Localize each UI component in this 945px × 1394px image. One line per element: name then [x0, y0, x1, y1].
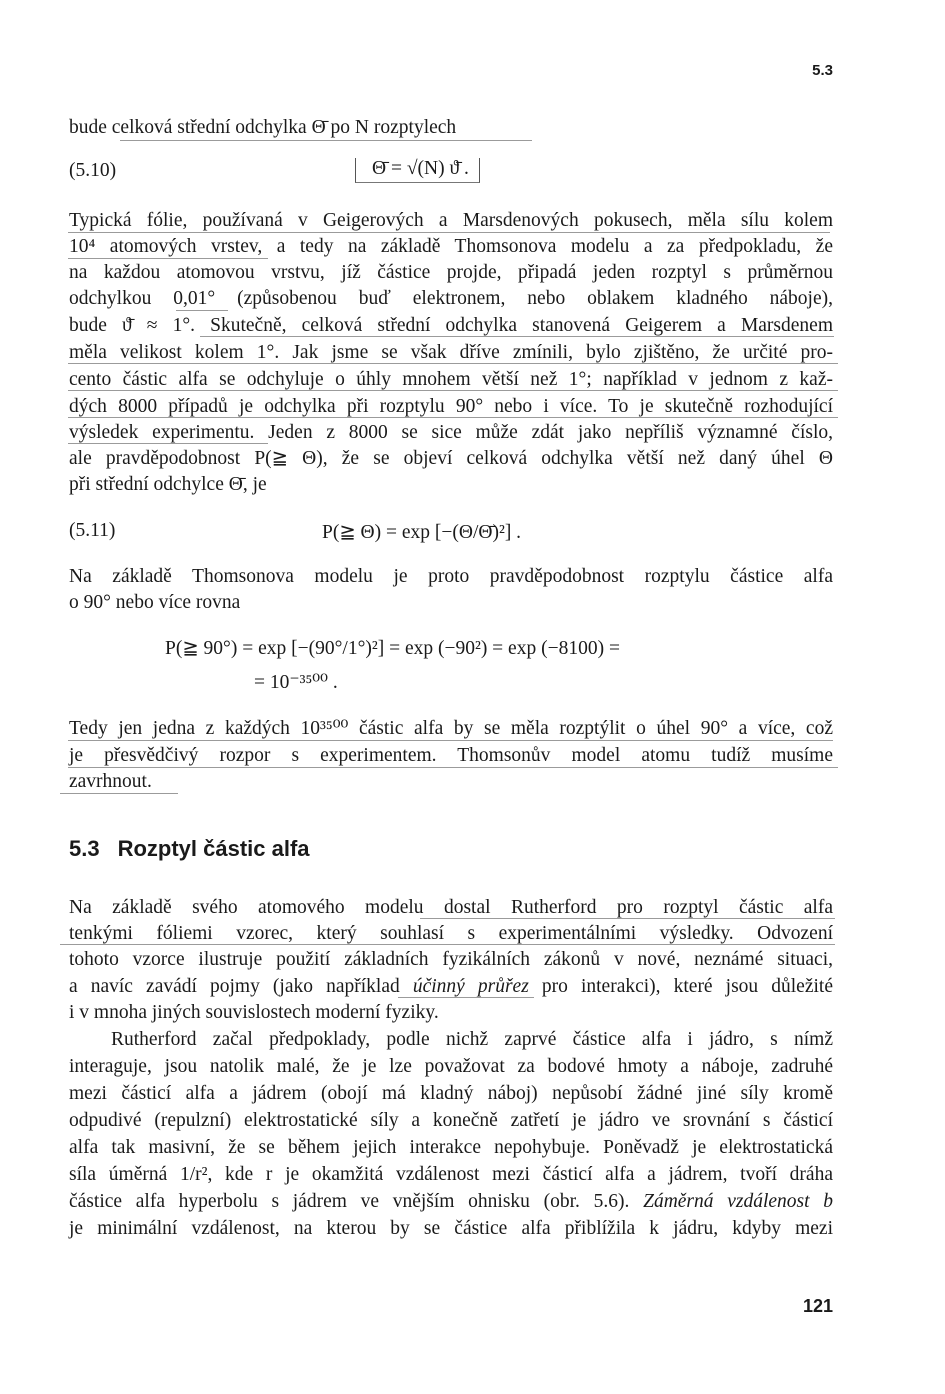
emphasized-term: Záměrná vzdálenost b — [643, 1191, 834, 1212]
pencil-underline — [420, 918, 835, 919]
section-heading — [69, 836, 310, 862]
text-line: 10⁴ atomových vrstev, a tedy na základě Thomsonova modelu a za předpokladu, že — [69, 236, 833, 257]
text-span: částice alfa hyperbolu s jádrem ve vnějším ohnisku (obr. 5.6). — [69, 1191, 644, 1212]
pencil-underline — [60, 793, 178, 794]
pencil-underline — [176, 310, 228, 311]
running-header-section: 5.3 — [812, 62, 833, 79]
text-line: mezi částicí alfa a jádrem (obojí má kladný náboj) nepůsobí žádné jiné síly kromě — [69, 1083, 833, 1104]
text-line: při střední odchylce Θ̄, je — [69, 474, 267, 495]
text-line — [69, 1189, 833, 1215]
pencil-underline — [68, 417, 838, 418]
text-line: je přesvědčivý rozpor s experimentem. Thomsonův model atomu tudíž musíme — [69, 745, 833, 766]
pencil-underline — [68, 443, 268, 444]
text-line: odchylkou 0,01° (způsobenou buď elektronem, nebo oblakem kladného náboje), — [69, 288, 833, 309]
equation-number: (5.11) — [69, 520, 116, 541]
text-line: o 90° nebo více rovna — [69, 592, 241, 613]
text-line: zavrhnout. — [69, 771, 152, 792]
text-line: bude celková střední odchylka Θ̄ po N rozptylech — [69, 117, 457, 138]
text-line: výsledek experimentu. Jeden z 8000 se sice může zdát jako nepříliš významné číslo, — [69, 422, 833, 443]
text-line: ale pravděpodobnost P(≧ Θ), že se objeví celková odchylka větší než daný úhel Θ — [69, 448, 833, 469]
page-number: 121 — [802, 1296, 833, 1316]
text-line: interaguje, jsou natolik malé, že je lze považovat za bodové hmoty a náboje, zadruhé — [69, 1056, 833, 1077]
emphasized-term: účinný průřez — [412, 976, 529, 997]
section-number: 5.3 — [69, 836, 100, 861]
text-line: Rutherford začal předpoklady, podle nichž zaprvé částice alfa i jádro, s nímž — [111, 1029, 833, 1050]
equation-probability: P(≧ 90°) = exp [−(90°/1°)²] = exp (−90²) = exp (−8100) = — [165, 638, 620, 659]
equation-number: (5.10) — [69, 160, 117, 181]
pencil-underline — [68, 258, 268, 259]
pencil-underline — [398, 997, 534, 998]
pencil-underline — [68, 363, 838, 364]
text-line: i v mnoha jiných souvislostech moderní fyziky. — [69, 1002, 439, 1023]
pencil-underline — [68, 767, 838, 768]
section-title: Rozptyl částic alfa — [117, 836, 310, 861]
pencil-underline — [60, 944, 835, 945]
text-line: Tedy jen jedna z každých 10³⁵⁰⁰ částic alfa by se měla rozptýlit o úhel 90° a více, což — [69, 718, 833, 739]
text-line: alfa tak masivní, že se během jejich interakce nepohybuje. Poněvadž je elektrostatická — [69, 1137, 833, 1158]
text-line: Na základě svého atomového modelu dostal Rutherford pro rozptyl částic alfa — [69, 897, 833, 918]
text-line: cento částic alfa se odchyluje o úhly mnohem větší než 1°; například v jednom z kaž- — [69, 369, 833, 390]
text-line: je minimální vzdálenost, na kterou by se částice alfa přiblížila k jádru, kdyby mezi — [69, 1218, 833, 1239]
pencil-underline — [68, 232, 830, 233]
text-line: Na základě Thomsonova modelu je proto pravděpodobnost rozptylu částice alfa — [69, 566, 833, 587]
text-line: tenkými fóliemi vzorec, který souhlasí s experimentálními výsledky. Odvození — [69, 923, 833, 944]
pencil-underline — [68, 390, 838, 391]
text-line: dých 8000 případů je odchylka při rozptylu 90° nebo i více. To je skutečně rozhodující — [69, 396, 833, 417]
equation-5-10: Θ̄ = √(N) ϑ̄ . — [355, 158, 480, 183]
text-span: a navíc zavádí pojmy (jako například — [69, 976, 413, 997]
text-line: měla velikost kolem 1°. Jak jsme se však dříve zmínili, bylo zjištěno, že určité pro- — [69, 342, 833, 363]
pencil-underline — [200, 336, 834, 337]
text-line: na každou atomovou vrstvu, jíž částice projde, připadá jeden rozptyl s průměrnou — [69, 262, 833, 283]
pencil-underline — [120, 140, 532, 141]
pencil-underline — [68, 740, 833, 741]
equation-result: = 10⁻³⁵⁰⁰ . — [254, 672, 338, 693]
text-line: odpudivé (repulzní) elektrostatické síly a konečně zatřetí je jádro ve srovnání s částicí — [69, 1110, 833, 1131]
text-line: síla úměrná 1/r², kde r je okamžitá vzdálenost mezi částicí alfa a jádrem, tvoří dráha — [69, 1164, 833, 1185]
text-line: bude ϑ̄ ≈ 1°. Skutečně, celková střední odchylka stanovená Geigerem a Marsdenem — [69, 315, 833, 336]
equation-5-11: P(≧ Θ) = exp [−(Θ/Θ̄)²] . — [322, 522, 522, 543]
text-line: Typická fólie, používaná v Geigerových a Marsdenových pokusech, měla sílu kolem — [69, 210, 833, 231]
text-line: tohoto vzorce ilustruje použití základních fyzikálních zákonů v nové, neznámé situaci, — [69, 949, 833, 970]
text-span: pro interakci), které jsou důležité — [528, 976, 833, 997]
